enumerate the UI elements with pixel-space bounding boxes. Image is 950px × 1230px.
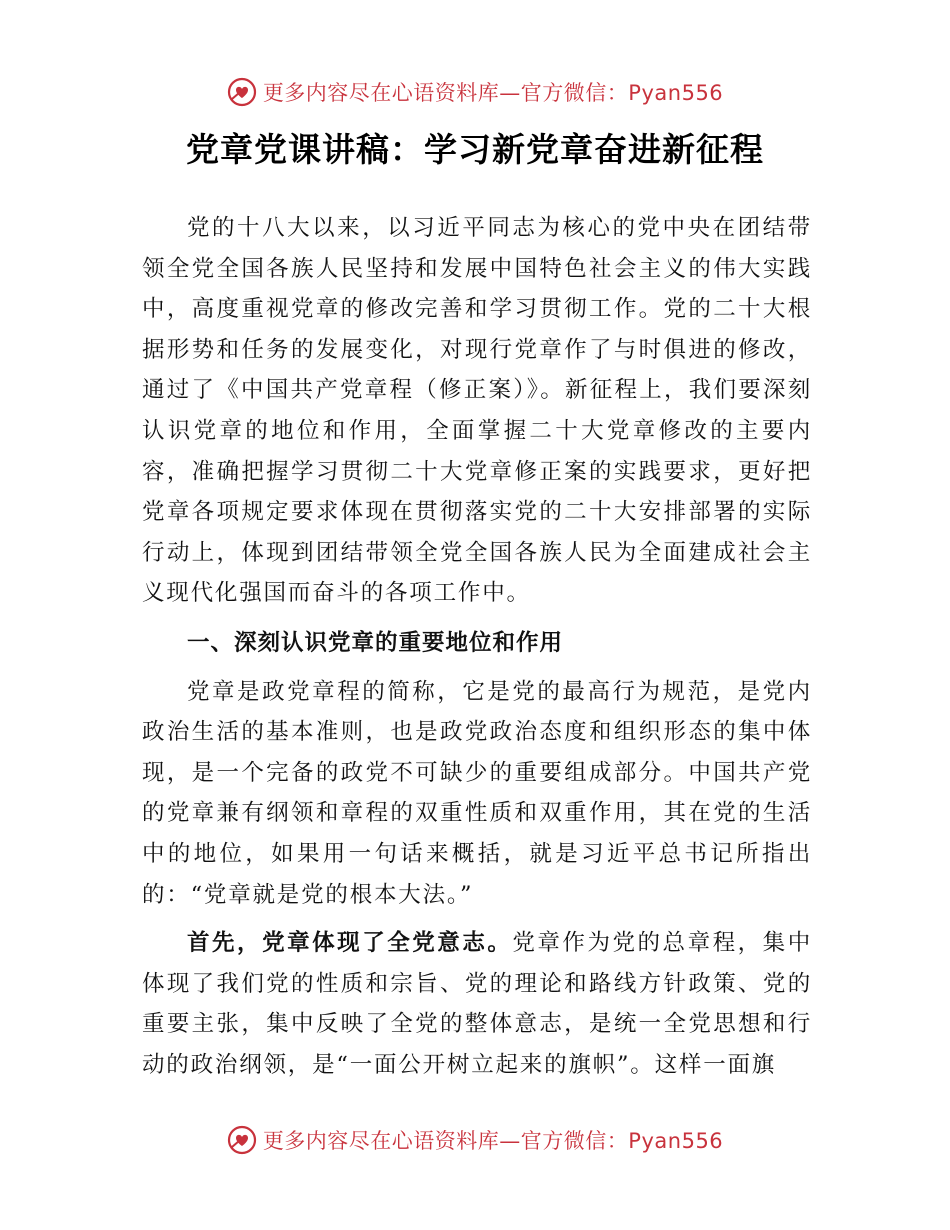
document-body: [142, 208, 812, 1085]
heart-fist-logo-icon: [227, 1125, 257, 1155]
point-body: 党章作为党的总章程，集中体现了我们党的性质和宗旨、党的理论和路线方针政策、党的重要主张，集中反映了全党的整体意志，是统一全党思想和行动的政治纲领，是“一面公开树立起来的旗帜”。这样一面旗: [142, 930, 812, 1078]
point-paragraph: [142, 923, 812, 1085]
intro-paragraph: 党的十八大以来，以习近平同志为核心的党中央在团结带领全党全国各族人民坚持和发展中国特色社会主义的伟大实践中，高度重视党章的修改完善和学习贯彻工作。党的二十大根据形势和任务的发展变化，对现行党章作了与时俱进的修改，通过了《中国共产党章程（修正案）》。新征程上，我们要深刻认识党章的地位和作用，全面掌握二十大党章修改的主要内容，准确把握学习贯彻二十大党章修正案的实践要求，更好把党章各项规定要求体现在贯彻落实党的二十大安排部署的实际行动上，体现到团结带领全党全国各族人民为全面建成社会主义现代化强国而奋斗的各项工作中。: [142, 215, 812, 607]
banner-text: 更多内容尽在心语资料库—官方微信：Pyan556: [262, 1129, 724, 1153]
document-title: 党章党课讲稿：学习新党章奋进新征程: [186, 130, 764, 169]
section-paragraph: 党章是政党章程的简称，它是党的最高行为规范，是党内政治生活的基本准则，也是政党政治态度和组织形态的集中体现，是一个完备的政党不可缺少的重要组成部分。中国共产党的党章兼有纲领和章程的双重性质和双重作用，其在党的生活中的地位，如果用一句话来概括，就是习近平总书记所指出的：“党章就是党的根本大法。”: [142, 678, 812, 908]
header-banner: [0, 72, 950, 112]
banner-text: 更多内容尽在心语资料库—官方微信：Pyan556: [262, 81, 724, 105]
section-heading: 一、深刻认识党章的重要地位和作用: [187, 629, 564, 656]
footer-banner: [0, 1120, 950, 1160]
point-lead: 首先，党章体现了全党意志。: [187, 930, 513, 957]
heart-fist-logo-icon: [227, 77, 257, 107]
